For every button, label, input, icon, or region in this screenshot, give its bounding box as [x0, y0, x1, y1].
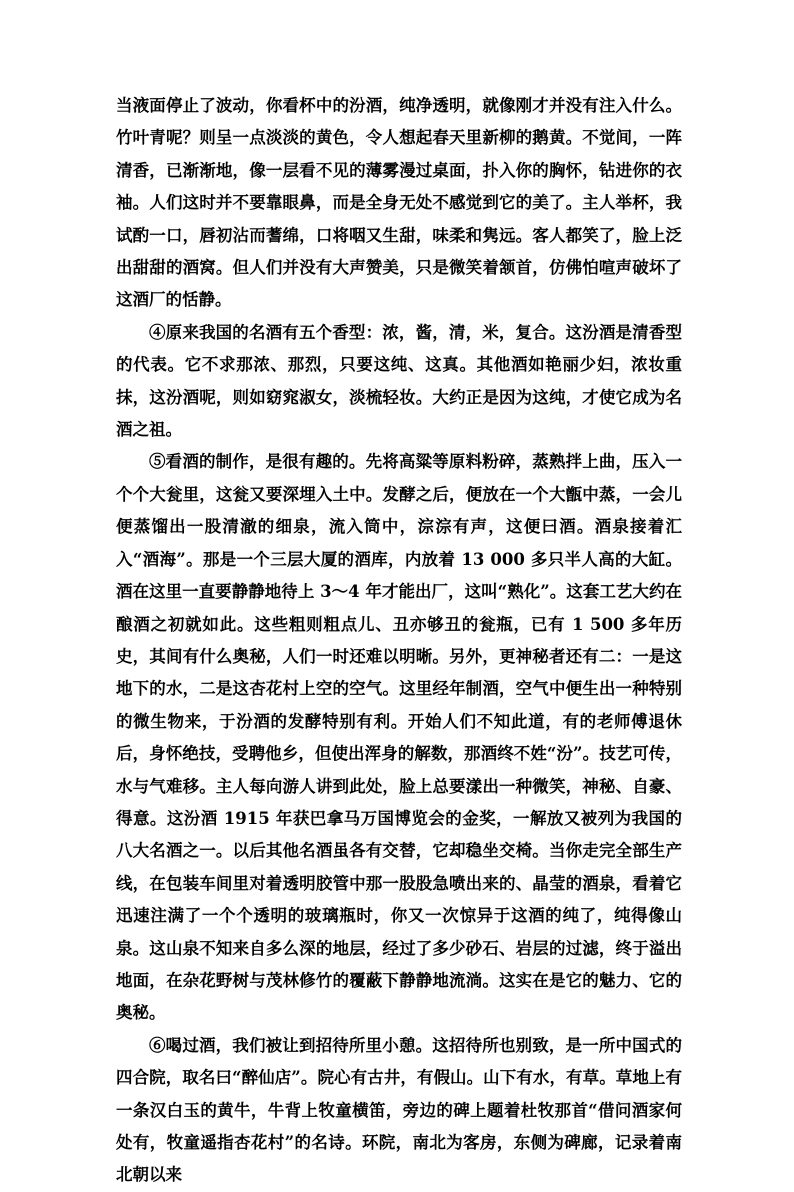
- paragraph-wine-making: ⑤看酒的制作，是很有趣的。先将高粱等原料粉碎，蒸熟拌上曲，压入一个个大瓮里，这瓮又要深埋入土中。发酵之后，便放在一个大甑中蒸，一会儿便蒸馏出一股清澈的细泉，流入筒中，淙淙有声，这便曰酒。酒泉接着汇入“酒海”。那是一个三层大厦的酒库，内放着 13 000 多只半人高的大缸。酒在这里一直要静静地待上 3～4 年才能出厂，这叫“熟化”。这套工艺大约在酿酒之初就如此。这些粗则粗点儿、丑亦够丑的瓮瓶，已有 1 500 多年历史，其间有什么奥秘，人们一时还难以明晰。另外，更神秘者还有二：一是这地下的水，二是这杏花村上空的空气。这里经年制酒，空气中便生出一种特别的微生物来，于汾酒的发酵特别有利。开始人们不知此道，有的老师傅退休后，身怀绝技，受聘他乡，但使出浑身的解数，那酒终不姓“汾”。技艺可传，水与气难移。主人每向游人讲到此处，脸上总要漾出一种微笑，神秘、自豪、得意。这汾酒 1915 年获巴拿马万国博览会的金奖，一解放又被列为我国的八大名酒之一。以后其他名酒虽各有交替，它却稳坐交椅。当你走完全部生产线，在包装车间里对着透明胶管中那一股股急喷出来的、晶莹的酒泉，看着它迅速注满了一个个透明的玻璃瓶时，你又一次惊异于这酒的纯了，纯得像山泉。这山泉不知来自多么深的地层，经过了多少砂石、岩层的过滤，终于溢出地面，在杂花野树与茂林修竹的覆蔽下静静地流淌。这实在是它的魅力、它的奥秘。: [116, 452, 682, 1023]
- paragraph-liquid-surface: 当液面停止了波动，你看杯中的汾酒，纯净透明，就像刚才并没有注入什么。竹叶青呢？则呈一点淡淡的黄色，令人想起春天里新柳的鹅黄。不觉间，一阵清香，已渐渐地，像一层看不见的薄雾漫过桌面，扑入你的胸怀，钻进你的衣袖。人们这时并不要靠眼鼻，而是全身无处不感觉到它的美了。主人举杯，我试酌一口，唇初沾而蓍绵，口将咽又生甜，味柔和隽远。客人都笑了，脸上泛出甜甜的酒窝。但人们并没有大声赞美，只是微笑着颔首，仿佛怕喧声破坏了这酒厂的恬静。: [116, 96, 682, 310]
- document-page: [116, 0, 682, 1192]
- paragraph-guesthouse: ⑥喝过酒，我们被让到招待所里小憩。这招待所也别致，是一所中国式的四合院，取名曰“醉仙店”。院心有古井，有假山。山下有水，有草。草地上有一条汉白玉的黄牛，牛背上牧童横笛，旁边的碑上题着杜牧那首“借问酒家何处有，牧童遥指杏花村”的名诗。环院，南北为客房，东侧为碑廊，记录着南北朝以来: [116, 1035, 682, 1185]
- paragraph-fragrance-types: ④原来我国的名酒有五个香型：浓，酱，清，米，复合。这汾酒是清香型的代表。它不求那浓、那烈，只要这纯、这真。其他酒如艳丽少妇，浓妆重抹，这汾酒呢，则如窈窕淑女，淡梳轻妆。大约正是因为这纯，才使它成为名酒之祖。: [116, 322, 682, 440]
